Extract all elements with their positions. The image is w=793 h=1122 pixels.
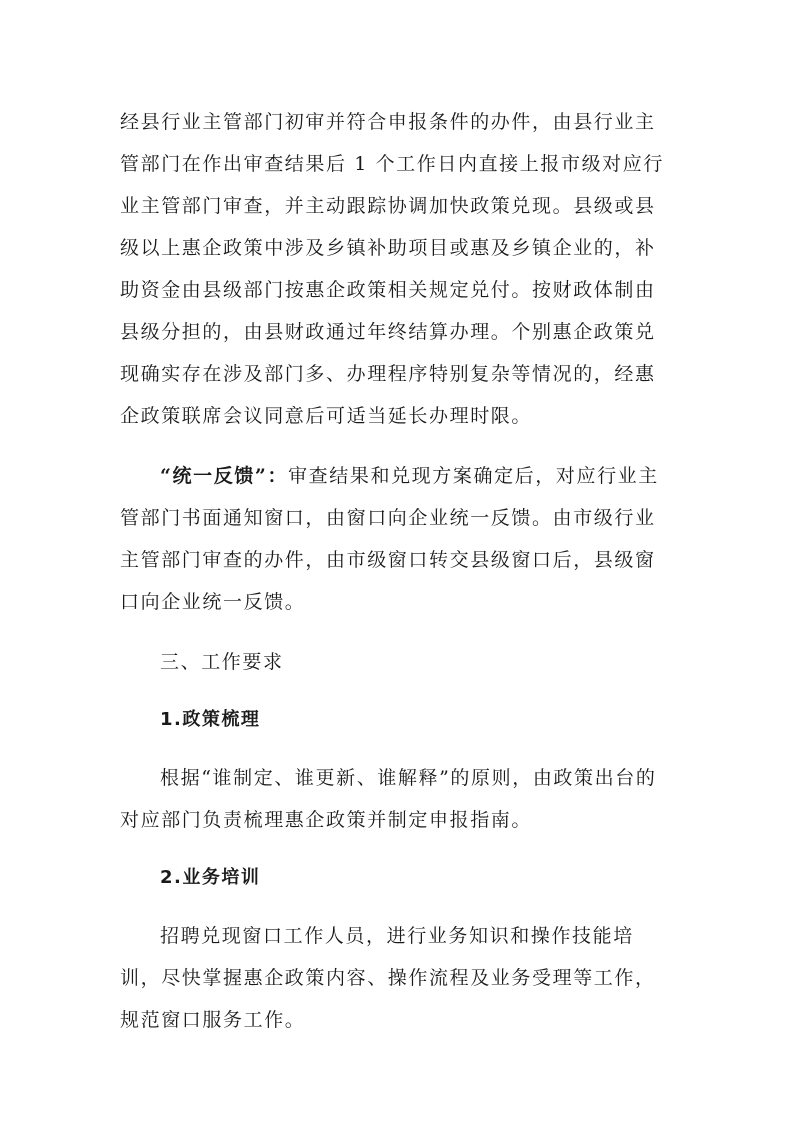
- subsection-heading: 2.业务培训: [160, 867, 261, 888]
- subsection-heading: 1.政策梳理: [160, 709, 261, 730]
- paragraph-line: 管部门书面通知窗口，由窗口向企业统一反馈。由市级行业: [120, 507, 656, 529]
- paragraph-line: 级以上惠企政策中涉及乡镇补助项目或惠及乡镇企业的，补: [120, 237, 656, 259]
- paragraph-first-line: 根据“谁制定、谁更新、谁解释”的原则，由政策出台的: [160, 767, 657, 789]
- paragraph-line: 经县行业主管部门初审并符合申报条件的办件，由县行业主: [120, 111, 656, 133]
- feedback-first-line-text: 审查结果和兑现方案确定后，对应行业主: [288, 465, 659, 487]
- paragraph-line: 企政策联席会议同意后可适当延长办理时限。: [120, 405, 533, 427]
- paragraph-line: 管部门在作出审查结果后 1 个工作日内直接上报市级对应行: [120, 153, 664, 175]
- paragraph-line: 口向企业统一反馈。: [120, 591, 306, 613]
- paragraph-line: 现确实存在涉及部门多、办理程序特别复杂等情况的，经惠: [120, 363, 656, 385]
- paragraph-line: 业主管部门审查，并主动跟踪协调加快政策兑现。县级或县: [120, 195, 656, 217]
- paragraph-line: 主管部门审查的办件，由市级窗口转交县级窗口后，县级窗: [120, 549, 656, 571]
- paragraph-first-line: 招聘兑现窗口工作人员，进行业务知识和操作技能培: [160, 925, 634, 947]
- feedback-lead-label: “统一反馈”：: [160, 465, 289, 487]
- paragraph-line: 对应部门负责梳理惠企政策并制定申报指南。: [120, 809, 533, 831]
- paragraph-line: 县级分担的，由县财政通过年终结算办理。个别惠企政策兑: [120, 321, 656, 343]
- paragraph-line: 助资金由县级部门按惠企政策相关规定兑付。按财政体制由: [120, 279, 656, 301]
- paragraph-first-line: [160, 462, 680, 490]
- section-heading: 三、工作要求: [160, 651, 284, 673]
- paragraph-line: 规范窗口服务工作。: [120, 1009, 306, 1031]
- paragraph-line: 训，尽快掌握惠企政策内容、操作流程及业务受理等工作，: [120, 967, 656, 989]
